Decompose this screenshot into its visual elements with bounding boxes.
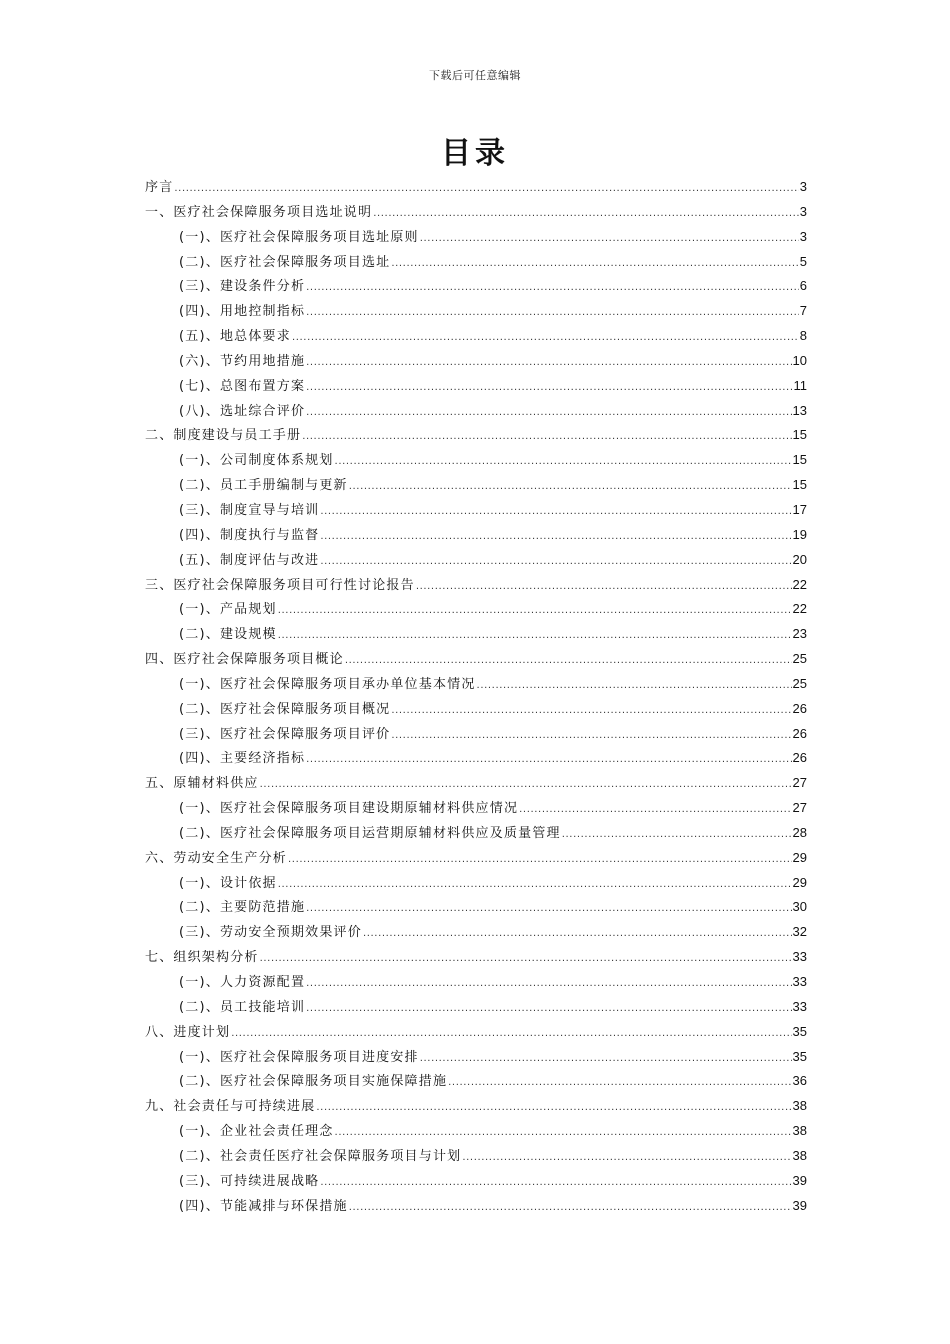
toc-entry-title: 序言 [145,180,174,195]
toc-entry-title: (二)、医疗社会保障服务项目概况 [179,701,391,717]
toc-entry-title: (八)、选址综合评价 [179,403,306,419]
toc-entry-title: (一)、医疗社会保障服务项目承办单位基本情况 [179,676,476,692]
toc-page-number: 25 [792,651,807,667]
toc-dot-leader [562,823,792,848]
toc-entry-title: (七)、总图布置方案 [179,378,306,394]
toc-entry-title: 八、进度计划 [145,1024,231,1040]
toc-page-number: 33 [792,974,807,989]
toc-dot-leader [320,500,791,525]
toc-entry-title: (二)、医疗社会保障服务项目运营期原辅材料供应及质量管理 [179,825,561,841]
toc-entry-title: 三、医疗社会保障服务项目可行性讨论报告 [145,577,415,593]
toc-entry-title: (二)、员工技能培训 [179,999,306,1015]
toc-subsection-link[interactable] [145,995,807,1020]
toc-page-number: 3 [799,179,807,194]
toc-page-number: 35 [792,1048,807,1064]
toc-section-link[interactable] [145,846,807,871]
toc-page-number: 15 [792,477,807,493]
toc-entry-title: 二、制度建设与员工手册 [145,428,302,444]
toc-entry-title: (一)、医疗社会保障服务项目选址原则 [179,229,419,245]
toc-subsection-link[interactable] [145,796,807,821]
toc-dot-leader [306,897,791,922]
toc-page-number: 5 [799,253,807,269]
toc-entry-title: (五)、地总体要求 [179,329,291,345]
toc-entry-title: (五)、制度评估与改进 [179,552,320,568]
toc-page-number: 29 [792,849,807,865]
toc-subsection-link[interactable] [145,1045,807,1070]
toc-dot-leader [448,1071,791,1096]
toc-page-number: 3 [799,203,807,219]
page-header: 下载后可任意编辑 [429,69,521,82]
toc-entry-title: (三)、建设条件分析 [179,279,306,295]
toc-page-number: 11 [793,377,807,393]
toc-dot-leader [306,401,791,426]
toc-section-link[interactable] [145,1094,807,1119]
toc-subsection-link[interactable] [145,473,807,498]
toc-page-number: 33 [792,949,807,965]
toc-page-number: 39 [792,1197,807,1213]
toc-dot-leader [320,550,791,575]
toc-entry-title: (二)、社会责任医疗社会保障服务项目与计划 [179,1148,462,1164]
toc-entry-title: (一)、医疗社会保障服务项目进度安排 [179,1049,419,1065]
toc-page-number: 25 [792,675,807,691]
toc-subsection-link[interactable] [145,871,807,896]
toc-page-number: 15 [792,452,807,468]
toc-subsection-link[interactable] [145,697,807,722]
toc-page-number: 19 [792,526,807,542]
toc-subsection-link[interactable] [145,920,807,945]
toc-entry-title: (一)、产品规划 [179,602,277,618]
toc-page-number: 27 [792,800,807,816]
toc-page-number: 38 [792,1123,807,1139]
toc-page-number: 38 [792,1098,807,1114]
toc-entry-title: 五、原辅材料供应 [145,776,259,792]
toc-dot-leader [306,997,791,1022]
toc-subsection-link[interactable] [145,523,807,548]
toc-subsection-link[interactable] [145,448,807,473]
toc-subsection-link[interactable] [145,548,807,573]
toc-page-number: 13 [792,402,807,418]
toc-subsection-link[interactable] [145,1194,807,1219]
toc-page-number: 26 [792,750,807,766]
toc-dot-leader [260,773,792,798]
toc-page-number: 33 [792,998,807,1014]
toc-dot-leader [174,177,798,202]
toc-dot-leader [292,326,799,351]
toc-section-link[interactable] [145,945,807,970]
toc-dot-leader [306,748,791,773]
toc-page-number: 6 [799,278,807,294]
toc-entry-title: (二)、主要防范措施 [179,900,306,916]
toc-entry-title: (一)、设计依据 [179,875,277,891]
toc-dot-leader [345,649,792,674]
table-of-contents [145,175,807,1218]
toc-dot-leader [306,301,799,326]
toc-title: 目录 [441,136,509,171]
toc-subsection-link[interactable] [145,1169,807,1194]
toc-page-number: 7 [799,303,807,319]
toc-entry-title: (一)、人力资源配置 [179,975,306,990]
toc-subsection-link[interactable] [145,349,807,374]
toc-section-link[interactable] [145,175,807,200]
toc-dot-leader [420,227,799,252]
toc-page-number: 32 [792,924,807,940]
toc-section-link[interactable] [145,423,807,448]
toc-page-number: 23 [792,626,807,642]
toc-page-number: 3 [799,228,807,244]
toc-page-number: 36 [792,1073,807,1089]
toc-page-number: 15 [792,427,807,443]
toc-dot-leader [320,525,791,550]
toc-entry-title: (四)、节能减排与环保措施 [179,1198,348,1214]
toc-entry-title: 一、医疗社会保障服务项目选址说明 [145,204,373,220]
toc-entry-title: (一)、企业社会责任理念 [179,1124,334,1140]
toc-subsection-link[interactable] [145,1119,807,1144]
toc-entry-title: (四)、制度执行与监督 [179,527,320,543]
toc-dot-leader [335,1121,792,1146]
toc-dot-leader [306,972,791,997]
toc-entry-title: (三)、医疗社会保障服务项目评价 [179,726,391,742]
toc-page-number: 22 [792,601,807,617]
toc-page-number: 28 [792,824,807,840]
toc-page-number: 38 [792,1147,807,1163]
toc-subsection-link[interactable] [145,225,807,250]
toc-page-number: 22 [792,576,807,592]
toc-dot-leader [306,376,792,401]
toc-dot-leader [391,252,798,277]
toc-page-number: 29 [792,874,807,890]
toc-dot-leader [477,674,792,699]
toc-page-number: 8 [799,328,807,344]
toc-dot-leader [373,202,799,227]
toc-dot-leader [363,922,792,947]
toc-entry-title: (四)、用地控制指标 [179,304,306,320]
toc-dot-leader [288,848,792,873]
toc-entry-title: (三)、可持续进展战略 [179,1173,320,1189]
toc-subsection-link[interactable] [145,274,807,299]
toc-dot-leader [462,1146,791,1171]
toc-subsection-link[interactable] [145,498,807,523]
toc-dot-leader [231,1022,791,1047]
toc-section-link[interactable] [145,1020,807,1045]
toc-section-link[interactable] [145,647,807,672]
toc-dot-leader [416,575,792,600]
toc-dot-leader [302,425,791,450]
toc-subsection-link[interactable] [145,374,807,399]
toc-dot-leader [349,1196,792,1221]
toc-page-number: 20 [792,551,807,567]
toc-subsection-link[interactable] [145,399,807,424]
toc-subsection-link[interactable] [145,324,807,349]
toc-subsection-link[interactable] [145,1069,807,1094]
toc-entry-title: (六)、节约用地措施 [179,353,306,369]
toc-entry-title: (一)、医疗社会保障服务项目建设期原辅材料供应情况 [179,801,519,817]
toc-dot-leader [420,1047,792,1072]
toc-entry-title: (二)、医疗社会保障服务项目选址 [179,254,391,270]
toc-subsection-link[interactable] [145,1144,807,1169]
toc-section-link[interactable] [145,771,807,796]
toc-page-number: 17 [792,501,807,517]
toc-page-number: 26 [792,725,807,741]
toc-dot-leader [349,475,792,500]
toc-subsection-link[interactable] [145,970,807,995]
toc-page-number: 27 [792,775,807,791]
toc-page-number: 30 [792,899,807,915]
toc-page-number: 35 [792,1023,807,1039]
toc-page-number: 39 [792,1172,807,1188]
toc-section-link[interactable] [145,573,807,598]
toc-dot-leader [320,1171,791,1196]
toc-entry-title: 六、劳动安全生产分析 [145,850,288,866]
toc-dot-leader [306,276,799,301]
toc-entry-title: (二)、员工手册编制与更新 [179,478,348,494]
toc-entry-title: (二)、医疗社会保障服务项目实施保障措施 [179,1074,448,1090]
toc-page-number: 26 [792,700,807,716]
toc-dot-leader [519,798,791,823]
toc-dot-leader [278,873,792,898]
toc-subsection-link[interactable] [145,250,807,275]
toc-dot-leader [278,599,792,624]
toc-entry-title: (三)、制度宣导与培训 [179,502,320,518]
toc-dot-leader [306,351,791,376]
toc-dot-leader [316,1096,791,1121]
toc-subsection-link[interactable] [145,597,807,622]
toc-subsection-link[interactable] [145,722,807,747]
toc-dot-leader [391,724,791,749]
toc-subsection-link[interactable] [145,299,807,324]
toc-entry-title: 九、社会责任与可持续进展 [145,1099,316,1115]
toc-entry-title: (二)、建设规模 [179,627,277,643]
toc-entry-title: (四)、主要经济指标 [179,751,306,767]
toc-subsection-link[interactable] [145,746,807,771]
toc-section-link[interactable] [145,200,807,225]
toc-subsection-link[interactable] [145,622,807,647]
toc-subsection-link[interactable] [145,821,807,846]
toc-entry-title: 七、组织架构分析 [145,950,259,966]
toc-entry-title: (一)、公司制度体系规划 [179,453,334,469]
toc-subsection-link[interactable] [145,672,807,697]
toc-entry-title: 四、医疗社会保障服务项目概论 [145,652,344,668]
toc-entry-title: (三)、劳动安全预期效果评价 [179,925,362,941]
toc-dot-leader [391,699,791,724]
toc-page-number: 10 [792,352,807,368]
toc-dot-leader [260,947,792,972]
toc-subsection-link[interactable] [145,895,807,920]
toc-dot-leader [278,624,792,649]
toc-dot-leader [335,450,792,475]
